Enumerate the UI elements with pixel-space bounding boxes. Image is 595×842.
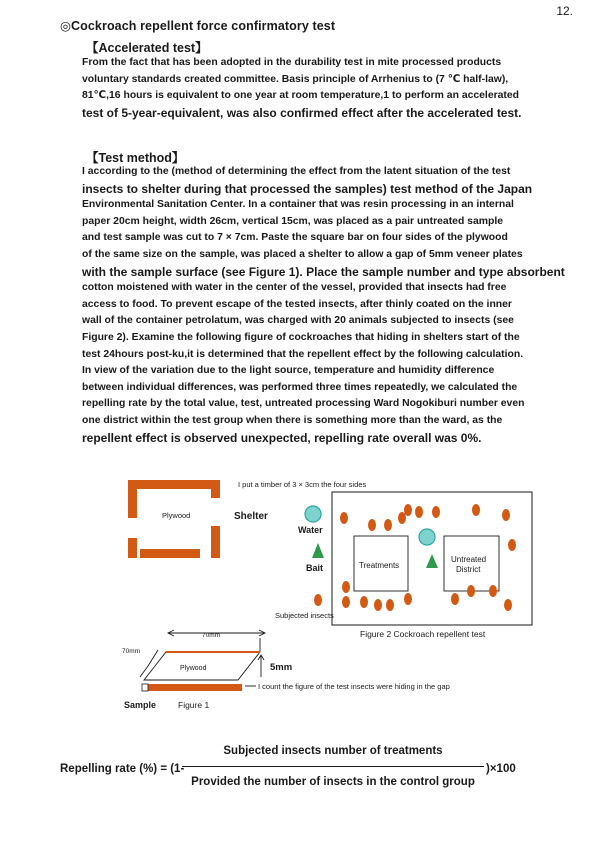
insect-icon [404, 593, 412, 605]
accelerated-test-heading: 【Accelerated test】 [86, 41, 208, 55]
insect-icon [342, 581, 350, 593]
test-method-paragraph [82, 164, 565, 446]
untreated-label-line1: Untreated [451, 555, 487, 564]
dimension-70mm-top: 70mm [202, 632, 221, 639]
dimension-5mm: 5mm [270, 662, 293, 673]
insect-icon [314, 594, 322, 606]
timber-note: I put a timber of 3 × 3cm the four sides [238, 480, 367, 489]
text-line: and test sample was cut to 7 × 7cm. Paste the square bar on four sides of the plywood [82, 232, 508, 244]
text-line: From the fact that has been adopted in the durability test in mite processed products [82, 57, 502, 68]
treatments-label: Treatments [359, 561, 400, 570]
page-number: 12. [556, 4, 573, 18]
text-line: voluntary standards created committee. Basis principle of Arrhenius to (7 ℃ half-law), [82, 73, 509, 85]
sample-strip [144, 684, 242, 691]
text-line: Environmental Sanitation Center. In a container that was resin processing in an internal [82, 199, 514, 211]
sample-pointer-line [140, 666, 148, 677]
sample-label: Sample [124, 700, 157, 710]
plywood-label-figure1: Plywood [180, 665, 207, 672]
insect-icon [368, 519, 376, 531]
shelter-label: Shelter [234, 511, 268, 522]
insect-icon [451, 593, 459, 605]
formula-multiplier: )×100 [486, 763, 516, 775]
text-line: paper 20cm height, width 26cm, vertical 15cm, was placed as a pair untreated sample [82, 215, 503, 227]
fraction-bar [182, 766, 484, 767]
untreated-label-line2: District [456, 565, 481, 574]
text-line: repellent effect is observed unexpected, repelling rate overall was 0%. [82, 430, 482, 445]
figure1-caption: Figure 1 [178, 700, 210, 710]
section-title: ◎Cockroach repellent force confirmatory test [60, 19, 336, 33]
text-line: I according to the (method of determining the effect from the latent situation of the test [82, 166, 511, 177]
bait-triangle-icon [312, 543, 324, 558]
insect-icon [360, 596, 368, 608]
text-line: of the same size on the sample, was placed a shelter to allow a gap of 5mm veneer plates [82, 248, 523, 260]
formula-denominator: Provided the number of insects in the control group [191, 776, 475, 788]
insect-icon [340, 512, 348, 524]
text-line: Figure 2). Examine the following figure of cockroaches that hiding in shelters start of the [82, 331, 520, 343]
insect-icon [404, 504, 412, 516]
text-line: wall of the container petrolatum, was charged with 20 animals subjected to insects (see [82, 315, 514, 327]
text-line: between individual differences, was performed three times repeatedly, we calculated the [82, 381, 518, 393]
insect-icon [384, 519, 392, 531]
text-line: cotton moistened with water in the center of the vessel, provided that insects had free [82, 282, 507, 294]
figure2-caption: Figure 2 Cockroach repellent test [360, 629, 486, 639]
dimension-70mm-side: 70mm [122, 648, 141, 655]
subjected-insects-label: Subjected insects [275, 611, 334, 620]
formula-numerator: Subjected insects number of treatments [223, 745, 443, 757]
insect-icon [386, 599, 394, 611]
text-line: repelling rate by the total value, test, untreated processing Ward Nogokiburi number even [82, 398, 525, 410]
text-line: one district within the test group when there is something more than the ward, as the [82, 414, 503, 426]
sample-edge [142, 684, 148, 691]
water-circle-icon [305, 506, 321, 522]
insect-icon [342, 596, 350, 608]
gap-note: I count the figure of the test insects were hiding in the gap [258, 682, 450, 691]
plywood-label: Plywood [162, 511, 191, 520]
insect-icon [472, 504, 480, 516]
insect-icon [432, 506, 440, 518]
insect-icon [502, 509, 510, 521]
text-line: insects to shelter during that processed the samples) test method of the Japan [82, 181, 533, 196]
insect-icon [489, 585, 497, 597]
formula-label: Repelling rate (%) = (1- [60, 763, 185, 775]
water-label: Water [298, 525, 323, 535]
insect-icon [374, 599, 382, 611]
text-line: test of 5-year-equivalent, was also confirmed effect after the accelerated test. [82, 105, 522, 120]
insect-icon [415, 506, 423, 518]
text-line: In view of the variation due to the light source, temperature and humidity difference [82, 365, 495, 377]
text-line: 81℃,16 hours is equivalent to one year at room temperature,1 to perform an accelerated [82, 90, 520, 102]
test-method-heading: 【Test method】 [86, 151, 185, 165]
container-bait-icon [426, 554, 438, 568]
insect-icon [398, 512, 406, 524]
text-line: with the sample surface (see Figure 1). Place the sample number and type absorbent [82, 264, 565, 279]
insect-icon [467, 585, 475, 597]
figure-area [110, 470, 590, 715]
insect-icon [504, 599, 512, 611]
insect-icon [508, 539, 516, 551]
bait-label: Bait [306, 563, 324, 573]
text-line: test 24hours post-ku,it is determined that the repellent effect by the following calculation. [82, 348, 524, 360]
container-water-icon [419, 529, 435, 545]
text-line: access to food. To prevent escape of the tested insects, after thinly coated on the inner [82, 298, 512, 310]
accelerated-test-paragraph [82, 55, 560, 121]
